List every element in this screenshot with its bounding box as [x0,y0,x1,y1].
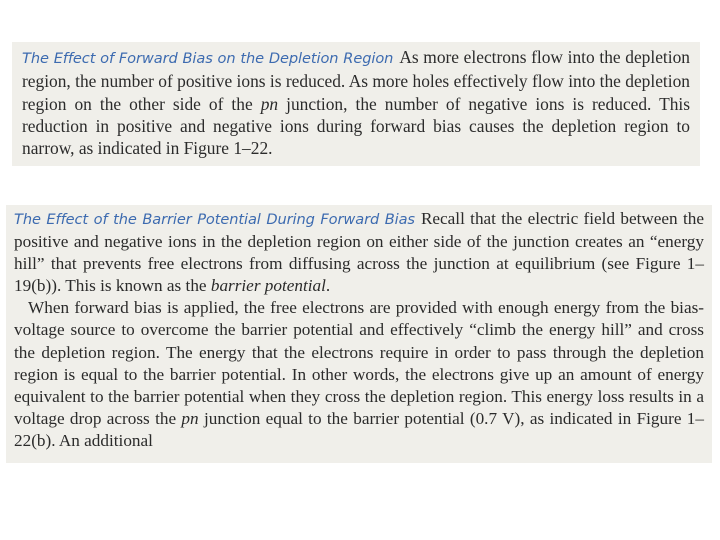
paragraph-forward-bias-energy [14,297,704,452]
term-barrier-potential: barrier potential [210,276,326,296]
scanned-excerpt-forward-bias-depletion [12,42,700,166]
paragraph-depletion-region [22,46,690,159]
paragraph-text: . [325,276,331,296]
scanned-excerpt-barrier-potential [6,205,712,463]
section-heading-depletion: The Effect of Forward Bias on the Depletion Region [22,50,394,67]
paragraph-text: When forward bias is applied, the free electrons are provided with enough energy from the bias-voltage source to overcome the barrier potential and effectively “climb the energy hill” and cross the depletion region. The energy that the electrons require in order to pass through the depletion region is equal to the barrier potential. In other words, the electrons give up an amount of energy equivalent to the barrier potential when they cross the depletion region. This energy loss results in a voltage drop across the [14,298,704,428]
section-heading-barrier: The Effect of the Barrier Potential During Forward Bias [14,211,415,228]
paragraph-barrier-potential-intro [14,208,704,297]
term-pn: pn [260,93,279,114]
paragraph-text: Recall that the electric field between the positive and negative ions in the depletion region on either side of the junction creates an “energy hill” that prevents free electrons from diffusing across the junction at equilibrium (see Figure 1–19(b)). This is known as the [14,209,704,296]
paragraph-text: junction, the number of negative ions is reduced. This reduction in positive and negative ions during forward bias causes the depletion region to narrow, as indicated in Figure 1–22. [22,93,690,159]
paragraph-text: As more electrons flow into the depletion region, the number of positive ions is reduced. As more holes effectively flow into the depletion region on the other side of the [22,47,690,114]
term-pn: pn [181,408,199,428]
paragraph-text: junction equal to the barrier potential (0.7 V), as indicated in Figure 1–22(b). An additional [14,408,704,450]
